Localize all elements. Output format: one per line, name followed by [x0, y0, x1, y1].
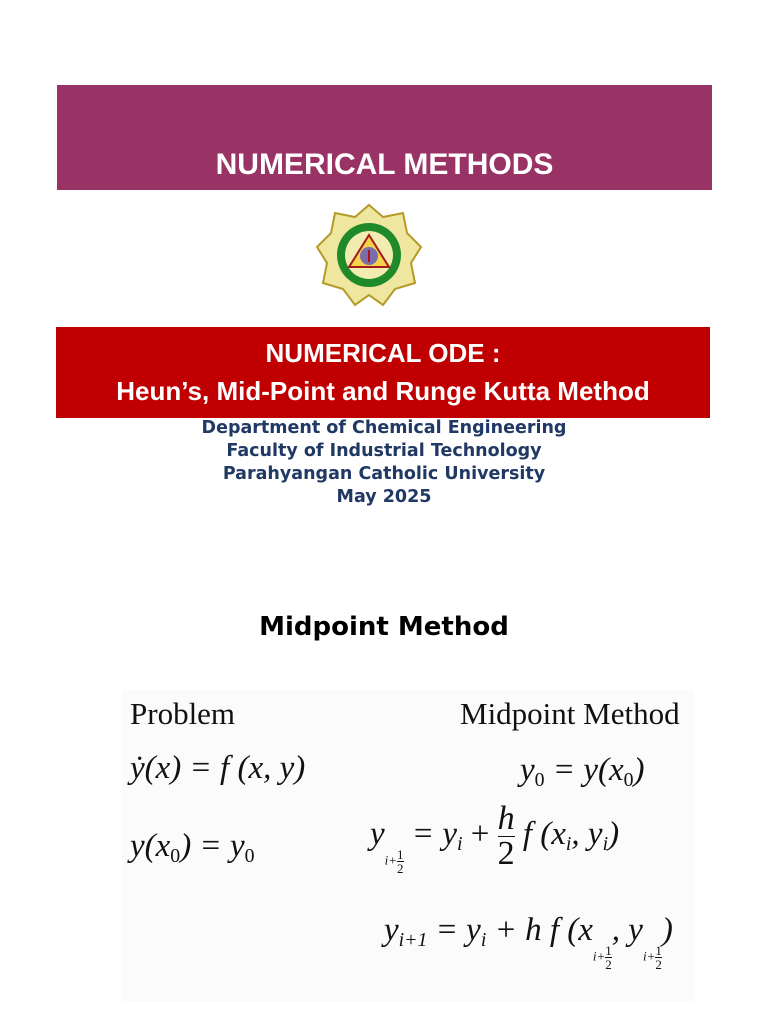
subtitle-banner: [56, 327, 710, 418]
eq-part: 2: [655, 957, 662, 973]
eq-part: i+: [642, 948, 656, 964]
author-info: [0, 417, 768, 509]
department: Department of Chemical Engineering: [201, 418, 567, 438]
equation-figure: [122, 690, 694, 1002]
university: Parahyangan Catholic University: [222, 464, 546, 484]
subtitle-line-2: Heun’s, Mid-Point and Runge Kutta Method: [116, 376, 650, 406]
eq-part: y(x: [130, 828, 171, 864]
eq-part: , y: [611, 912, 643, 948]
date: May 2025: [336, 487, 432, 507]
eq-part: 1: [605, 943, 612, 959]
eq-part: ) = y: [180, 828, 245, 864]
eq-part: = y: [403, 816, 457, 853]
problem-heading: Problem: [130, 696, 236, 731]
eq-part: +: [462, 816, 498, 853]
eq-part: y: [370, 816, 385, 853]
eq-sub: i: [456, 833, 463, 856]
eq-part: 2: [397, 861, 404, 877]
eq-part: 2: [497, 835, 515, 872]
eq-sub: i: [565, 833, 572, 856]
eq-sub: i: [480, 928, 487, 951]
midpoint-full-step: [384, 912, 673, 971]
eq-part: + h f (x: [486, 912, 593, 948]
eq-part: = y: [427, 912, 481, 948]
eq-sub: 0: [623, 768, 634, 791]
eq-part: f (x: [514, 816, 566, 853]
eq-part: i+: [592, 948, 606, 964]
eq-sub: [643, 944, 662, 971]
eq-sub: i: [602, 833, 609, 856]
eq-sub: [593, 944, 612, 971]
eq-part: ): [608, 816, 620, 853]
midpoint-initial: [520, 752, 645, 792]
eq-sub: 0: [244, 844, 255, 867]
eq-part: ): [633, 752, 645, 788]
eq-part: f (x, y): [220, 750, 306, 786]
midpoint-half-step: [370, 802, 619, 875]
initial-condition: [130, 828, 254, 868]
eq-part: 1: [397, 847, 404, 863]
ode-equation: [130, 750, 305, 787]
subtitle-line-1: NUMERICAL ODE :: [265, 338, 501, 368]
eq-part: y: [384, 912, 399, 948]
eq-sub: 0: [534, 768, 545, 791]
eq-part: 1: [655, 943, 662, 959]
university-logo: [313, 201, 425, 309]
faculty: Faculty of Industrial Technology: [226, 441, 542, 461]
eq-part: , y: [571, 816, 603, 853]
eq-part: = y(x: [544, 752, 624, 788]
eq-sub: i+1: [398, 928, 428, 951]
eq-part: y: [520, 752, 535, 788]
eq-part: 2: [605, 957, 612, 973]
slide-title: NUMERICAL METHODS: [215, 148, 554, 181]
midpoint-slide-title: Midpoint Method: [259, 612, 509, 642]
eq-sub: 0: [170, 844, 181, 867]
eq-part: ): [661, 912, 673, 948]
method-heading: Midpoint Method: [460, 696, 680, 731]
eq-part: i+: [384, 852, 398, 868]
eq-part: h: [497, 800, 515, 837]
eq-part: ẏ(x) =: [130, 750, 221, 786]
eq-sub: [385, 848, 404, 875]
